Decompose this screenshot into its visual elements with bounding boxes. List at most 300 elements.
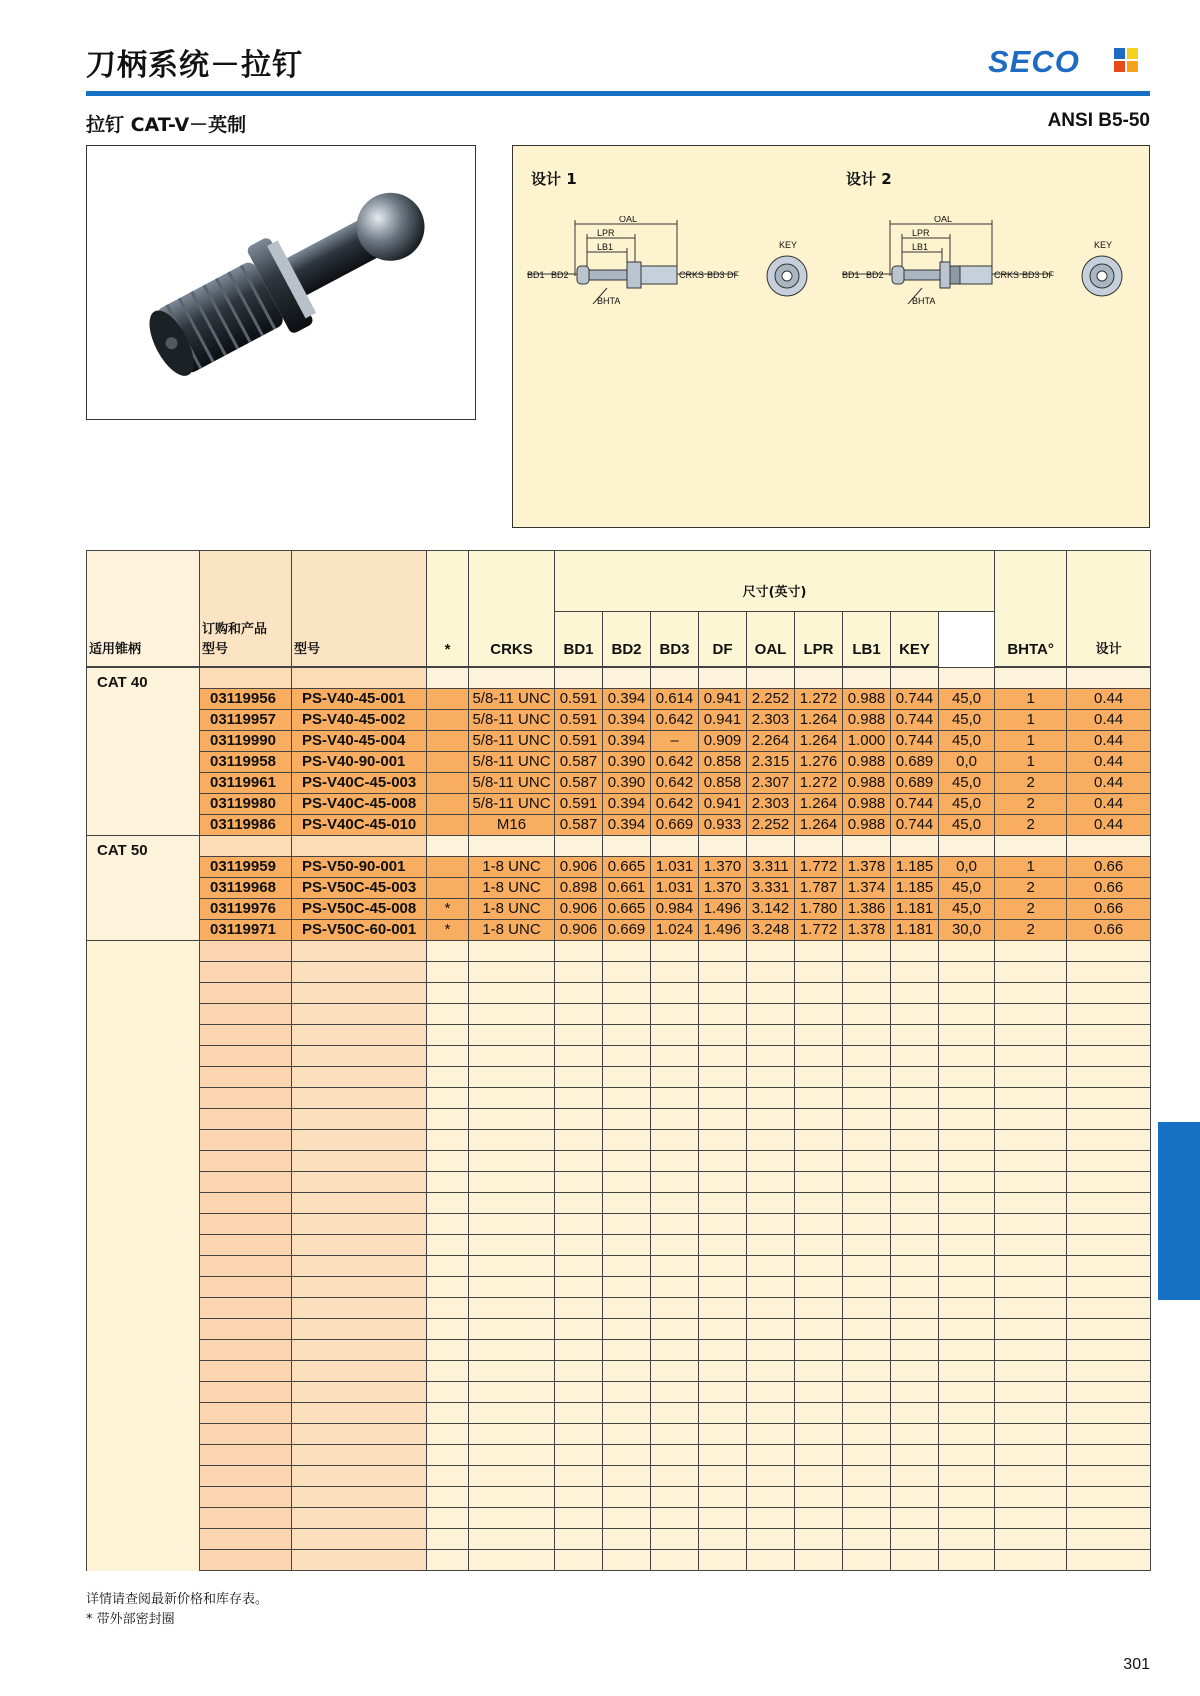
empty-cell xyxy=(891,1214,939,1235)
empty-cell xyxy=(427,1004,469,1025)
empty-cell xyxy=(1067,1256,1151,1277)
empty-cell xyxy=(747,962,795,983)
empty-cell xyxy=(747,1298,795,1319)
empty-cell xyxy=(1067,1361,1151,1382)
empty-cell xyxy=(843,1403,891,1424)
empty-cell xyxy=(747,1508,795,1529)
cell-crks: 5/8-11 UNC xyxy=(469,710,555,731)
empty-cell xyxy=(1067,1382,1151,1403)
cell-bhta: 45,0 xyxy=(939,815,995,836)
empty-cell xyxy=(891,1235,939,1256)
table-row xyxy=(87,710,1151,731)
empty-cell xyxy=(843,1340,891,1361)
cell-oal: 2.303 xyxy=(747,794,795,815)
table-row xyxy=(87,815,1151,836)
spacer-cell xyxy=(843,836,891,857)
cell-code: 03119976 xyxy=(200,899,292,920)
cell-weight: 0.66 xyxy=(1067,878,1151,899)
empty-cell xyxy=(200,1193,292,1214)
table-row xyxy=(87,899,1151,920)
empty-cell xyxy=(555,1046,603,1067)
empty-row xyxy=(87,1277,1151,1298)
spacer-cell xyxy=(1067,667,1151,689)
empty-cell xyxy=(939,1382,995,1403)
empty-cell xyxy=(555,1529,603,1550)
empty-cell xyxy=(747,1235,795,1256)
shank-group-label: CAT 50 xyxy=(87,836,200,941)
empty-cell xyxy=(699,941,747,962)
empty-cell xyxy=(795,962,843,983)
cell-code: 03119957 xyxy=(200,710,292,731)
empty-cell xyxy=(995,1004,1067,1025)
empty-cell xyxy=(469,1403,555,1424)
dim-lpr: LPR xyxy=(912,228,930,238)
empty-cell xyxy=(427,1088,469,1109)
empty-cell xyxy=(795,1508,843,1529)
col-crks: CRKS xyxy=(469,551,555,668)
dim-bd2: BD2 xyxy=(551,270,569,280)
empty-cell xyxy=(292,1403,427,1424)
spacer-cell xyxy=(555,836,603,857)
cell-lpr: 1.264 xyxy=(795,731,843,752)
cell-design: 2 xyxy=(995,920,1067,941)
empty-cell xyxy=(1067,1088,1151,1109)
empty-cell xyxy=(699,1046,747,1067)
empty-cell xyxy=(87,962,200,983)
design-2-drawing xyxy=(842,216,1142,326)
empty-cell xyxy=(939,1466,995,1487)
empty-cell xyxy=(200,1508,292,1529)
footnote-seal: * 带外部密封圈 xyxy=(86,1612,175,1627)
cell-design: 2 xyxy=(995,794,1067,815)
empty-cell xyxy=(427,1235,469,1256)
empty-cell xyxy=(891,1382,939,1403)
empty-cell xyxy=(995,1403,1067,1424)
cell-crks: 5/8-11 UNC xyxy=(469,794,555,815)
empty-cell xyxy=(292,1340,427,1361)
empty-cell xyxy=(651,1529,699,1550)
col-dims-group: 尺寸(英寸) xyxy=(555,551,995,612)
cell-bd2: 0.669 xyxy=(603,920,651,941)
spacer-cell xyxy=(747,667,795,689)
cell-star xyxy=(427,710,469,731)
empty-cell xyxy=(747,1550,795,1571)
empty-cell xyxy=(939,1067,995,1088)
empty-cell xyxy=(87,1088,200,1109)
cell-bd1: 0.591 xyxy=(555,794,603,815)
empty-cell xyxy=(427,1319,469,1340)
empty-cell xyxy=(87,1109,200,1130)
empty-cell xyxy=(699,1466,747,1487)
cell-star: * xyxy=(427,920,469,941)
empty-cell xyxy=(995,1109,1067,1130)
table-row xyxy=(87,920,1151,941)
empty-row xyxy=(87,1403,1151,1424)
cell-bd2: 0.394 xyxy=(603,794,651,815)
empty-cell xyxy=(699,1340,747,1361)
empty-cell xyxy=(469,1361,555,1382)
empty-cell xyxy=(1067,1424,1151,1445)
empty-cell xyxy=(87,1319,200,1340)
empty-cell xyxy=(939,1277,995,1298)
cell-bd2: 0.390 xyxy=(603,752,651,773)
cell-crks: 1-8 UNC xyxy=(469,857,555,878)
empty-cell xyxy=(555,1235,603,1256)
empty-cell xyxy=(651,1382,699,1403)
empty-cell xyxy=(795,1466,843,1487)
empty-cell xyxy=(995,1382,1067,1403)
empty-cell xyxy=(651,1109,699,1130)
empty-cell xyxy=(891,1340,939,1361)
empty-cell xyxy=(87,1298,200,1319)
empty-cell xyxy=(469,1529,555,1550)
col-key: KEY xyxy=(891,612,939,668)
empty-cell xyxy=(939,1025,995,1046)
empty-cell xyxy=(427,1130,469,1151)
empty-cell xyxy=(555,1508,603,1529)
empty-cell xyxy=(469,1424,555,1445)
empty-cell xyxy=(995,1130,1067,1151)
cell-code: 03119959 xyxy=(200,857,292,878)
empty-cell xyxy=(891,1361,939,1382)
empty-cell xyxy=(469,1508,555,1529)
empty-cell xyxy=(891,1424,939,1445)
empty-cell xyxy=(651,1130,699,1151)
empty-cell xyxy=(292,1046,427,1067)
empty-cell xyxy=(651,1403,699,1424)
cell-key: 0.689 xyxy=(891,773,939,794)
empty-cell xyxy=(995,1319,1067,1340)
empty-cell xyxy=(651,1256,699,1277)
empty-cell xyxy=(843,1529,891,1550)
empty-cell xyxy=(200,1088,292,1109)
empty-cell xyxy=(651,1046,699,1067)
cell-crks: 1-8 UNC xyxy=(469,878,555,899)
empty-cell xyxy=(843,941,891,962)
cell-lpr: 1.276 xyxy=(795,752,843,773)
spacer-cell xyxy=(995,836,1067,857)
empty-cell xyxy=(555,1130,603,1151)
cell-lb1: 0.988 xyxy=(843,710,891,731)
empty-cell xyxy=(747,1403,795,1424)
dim-bhta: BHTA xyxy=(912,296,936,306)
empty-cell xyxy=(292,1109,427,1130)
cell-bd1: 0.591 xyxy=(555,689,603,710)
cell-bhta: 45,0 xyxy=(939,899,995,920)
empty-cell xyxy=(603,1235,651,1256)
empty-cell xyxy=(939,1487,995,1508)
empty-cell xyxy=(995,1256,1067,1277)
cell-design: 1 xyxy=(995,752,1067,773)
empty-cell xyxy=(843,1109,891,1130)
empty-cell xyxy=(87,1508,200,1529)
empty-cell xyxy=(891,1466,939,1487)
empty-cell xyxy=(891,1277,939,1298)
empty-cell xyxy=(292,1508,427,1529)
empty-cell xyxy=(292,1319,427,1340)
cell-weight: 0.44 xyxy=(1067,773,1151,794)
empty-cell xyxy=(843,1088,891,1109)
cell-bd3: 0.669 xyxy=(651,815,699,836)
spacer-cell xyxy=(795,667,843,689)
empty-cell xyxy=(1067,1046,1151,1067)
empty-row xyxy=(87,1214,1151,1235)
cell-oal: 2.303 xyxy=(747,710,795,731)
empty-cell xyxy=(995,962,1067,983)
empty-cell xyxy=(995,1193,1067,1214)
empty-cell xyxy=(995,1235,1067,1256)
empty-cell xyxy=(555,1193,603,1214)
empty-cell xyxy=(843,962,891,983)
spacer-cell xyxy=(995,667,1067,689)
empty-cell xyxy=(651,1193,699,1214)
empty-cell xyxy=(843,1172,891,1193)
empty-cell xyxy=(1067,1487,1151,1508)
cell-df: 0.941 xyxy=(699,794,747,815)
empty-cell xyxy=(603,1277,651,1298)
cell-design: 1 xyxy=(995,710,1067,731)
table-row xyxy=(87,773,1151,794)
empty-cell xyxy=(747,1193,795,1214)
empty-cell xyxy=(555,1004,603,1025)
empty-cell xyxy=(651,1004,699,1025)
empty-cell xyxy=(87,1403,200,1424)
empty-cell xyxy=(843,1361,891,1382)
empty-cell xyxy=(651,1172,699,1193)
empty-cell xyxy=(427,1466,469,1487)
empty-cell xyxy=(200,1172,292,1193)
dim-bhta: BHTA xyxy=(597,296,621,306)
empty-cell xyxy=(292,1235,427,1256)
empty-cell xyxy=(747,1256,795,1277)
empty-cell xyxy=(995,1466,1067,1487)
empty-cell xyxy=(469,1487,555,1508)
empty-cell xyxy=(747,1466,795,1487)
empty-cell xyxy=(699,1193,747,1214)
empty-cell xyxy=(843,1550,891,1571)
empty-row xyxy=(87,1109,1151,1130)
empty-row xyxy=(87,1046,1151,1067)
empty-cell xyxy=(292,1529,427,1550)
empty-cell xyxy=(292,1550,427,1571)
cell-bhta: 45,0 xyxy=(939,773,995,794)
cell-crks: 5/8-11 UNC xyxy=(469,731,555,752)
empty-cell xyxy=(891,1109,939,1130)
cell-bd2: 0.665 xyxy=(603,857,651,878)
empty-cell xyxy=(795,1256,843,1277)
empty-cell xyxy=(891,1487,939,1508)
empty-cell xyxy=(555,1466,603,1487)
empty-cell xyxy=(555,1256,603,1277)
empty-cell xyxy=(843,1004,891,1025)
cell-bd3: 1.024 xyxy=(651,920,699,941)
empty-cell xyxy=(200,1361,292,1382)
cell-bd3: 0.642 xyxy=(651,752,699,773)
cell-crks: 5/8-11 UNC xyxy=(469,752,555,773)
empty-cell xyxy=(747,1277,795,1298)
empty-cell xyxy=(939,1193,995,1214)
spacer-cell xyxy=(651,667,699,689)
col-bd1: BD1 xyxy=(555,612,603,668)
spacer-cell xyxy=(843,667,891,689)
empty-cell xyxy=(87,1382,200,1403)
empty-cell xyxy=(87,1466,200,1487)
cell-key: 1.181 xyxy=(891,920,939,941)
empty-cell xyxy=(891,941,939,962)
spacer-cell xyxy=(200,836,292,857)
empty-cell xyxy=(795,1025,843,1046)
empty-cell xyxy=(995,1277,1067,1298)
empty-cell xyxy=(891,1445,939,1466)
empty-cell xyxy=(843,1025,891,1046)
cell-bd2: 0.394 xyxy=(603,710,651,731)
empty-cell xyxy=(87,1529,200,1550)
cell-design: 1 xyxy=(995,857,1067,878)
cell-bd1: 0.587 xyxy=(555,815,603,836)
spacer-cell xyxy=(469,836,555,857)
empty-cell xyxy=(469,1046,555,1067)
empty-cell xyxy=(1067,1508,1151,1529)
empty-cell xyxy=(891,1046,939,1067)
empty-cell xyxy=(1067,1319,1151,1340)
cell-oal: 2.307 xyxy=(747,773,795,794)
dim-key: KEY xyxy=(779,240,798,250)
cell-lpr: 1.264 xyxy=(795,794,843,815)
empty-cell xyxy=(87,1340,200,1361)
cell-weight: 0.44 xyxy=(1067,752,1151,773)
empty-cell xyxy=(795,1046,843,1067)
footnote-prices: 详情请查阅最新价格和库存表。 xyxy=(86,1592,269,1607)
cell-bhta: 0,0 xyxy=(939,857,995,878)
page-number: 301 xyxy=(1123,1656,1150,1673)
empty-cell xyxy=(427,1403,469,1424)
empty-cell xyxy=(200,1382,292,1403)
empty-cell xyxy=(427,1193,469,1214)
empty-cell xyxy=(200,1256,292,1277)
cell-df: 0.941 xyxy=(699,710,747,731)
table-row xyxy=(87,752,1151,773)
empty-cell xyxy=(891,1193,939,1214)
empty-cell xyxy=(292,983,427,1004)
cell-design: 2 xyxy=(995,815,1067,836)
empty-cell xyxy=(292,1151,427,1172)
empty-cell xyxy=(995,1340,1067,1361)
cell-bd3: 0.984 xyxy=(651,899,699,920)
spacer-cell xyxy=(603,667,651,689)
cell-lpr: 1.264 xyxy=(795,710,843,731)
empty-cell xyxy=(603,1466,651,1487)
empty-cell xyxy=(469,962,555,983)
empty-row xyxy=(87,1088,1151,1109)
spacer-cell xyxy=(200,667,292,689)
spacer-cell xyxy=(1067,836,1151,857)
cell-df: 0.858 xyxy=(699,773,747,794)
cell-bd1: 0.906 xyxy=(555,857,603,878)
cell-model: PS-V40-90-001 xyxy=(292,752,427,773)
empty-cell xyxy=(292,1214,427,1235)
empty-row xyxy=(87,1004,1151,1025)
standard-label: ANSI B5-50 xyxy=(1047,110,1150,131)
spacer-cell xyxy=(555,667,603,689)
empty-cell xyxy=(795,1130,843,1151)
empty-row xyxy=(87,1487,1151,1508)
empty-cell xyxy=(1067,1277,1151,1298)
empty-cell xyxy=(699,1214,747,1235)
empty-cell xyxy=(795,1403,843,1424)
empty-cell xyxy=(891,962,939,983)
empty-cell xyxy=(555,1172,603,1193)
empty-cell xyxy=(555,1361,603,1382)
empty-cell xyxy=(292,1298,427,1319)
empty-cell xyxy=(843,1487,891,1508)
empty-cell xyxy=(843,1319,891,1340)
empty-cell xyxy=(603,1214,651,1235)
table-row xyxy=(87,689,1151,710)
pull-stud-table xyxy=(86,550,1151,1571)
cell-bd2: 0.665 xyxy=(603,899,651,920)
empty-cell xyxy=(292,1424,427,1445)
dim-bd3: BD3 xyxy=(707,270,725,280)
seco-logo xyxy=(988,44,1148,78)
empty-cell xyxy=(843,1193,891,1214)
empty-cell xyxy=(469,1277,555,1298)
empty-cell xyxy=(603,1130,651,1151)
empty-cell xyxy=(427,1298,469,1319)
empty-cell xyxy=(651,1235,699,1256)
dim-bd1: BD1 xyxy=(527,270,545,280)
empty-cell xyxy=(200,1466,292,1487)
empty-cell xyxy=(469,1256,555,1277)
empty-cell xyxy=(200,1487,292,1508)
empty-cell xyxy=(651,1067,699,1088)
empty-cell xyxy=(469,1550,555,1571)
empty-cell xyxy=(795,983,843,1004)
empty-cell xyxy=(699,1319,747,1340)
empty-cell xyxy=(469,1340,555,1361)
empty-cell xyxy=(939,1319,995,1340)
dim-crks: CRKS xyxy=(679,270,705,280)
empty-cell xyxy=(555,1424,603,1445)
empty-cell xyxy=(555,1067,603,1088)
cell-model: PS-V40C-45-003 xyxy=(292,773,427,794)
empty-cell xyxy=(87,1277,200,1298)
empty-cell xyxy=(603,1067,651,1088)
empty-cell xyxy=(292,1193,427,1214)
cell-model: PS-V50C-60-001 xyxy=(292,920,427,941)
empty-cell xyxy=(603,1382,651,1403)
empty-cell xyxy=(427,1445,469,1466)
empty-cell xyxy=(795,1214,843,1235)
cell-code: 03119968 xyxy=(200,878,292,899)
spacer-cell xyxy=(427,667,469,689)
empty-cell xyxy=(427,1256,469,1277)
empty-cell xyxy=(555,1340,603,1361)
empty-cell xyxy=(795,1151,843,1172)
empty-cell xyxy=(699,1067,747,1088)
spacer-cell xyxy=(891,667,939,689)
cell-bhta: 0,0 xyxy=(939,752,995,773)
product-photo xyxy=(86,145,476,420)
empty-cell xyxy=(651,1550,699,1571)
cell-lpr: 1.772 xyxy=(795,920,843,941)
empty-cell xyxy=(939,1130,995,1151)
empty-cell xyxy=(427,1487,469,1508)
cell-bd3: 0.642 xyxy=(651,794,699,815)
empty-cell xyxy=(995,1550,1067,1571)
empty-cell xyxy=(200,1529,292,1550)
empty-cell xyxy=(939,962,995,983)
empty-cell xyxy=(469,1319,555,1340)
